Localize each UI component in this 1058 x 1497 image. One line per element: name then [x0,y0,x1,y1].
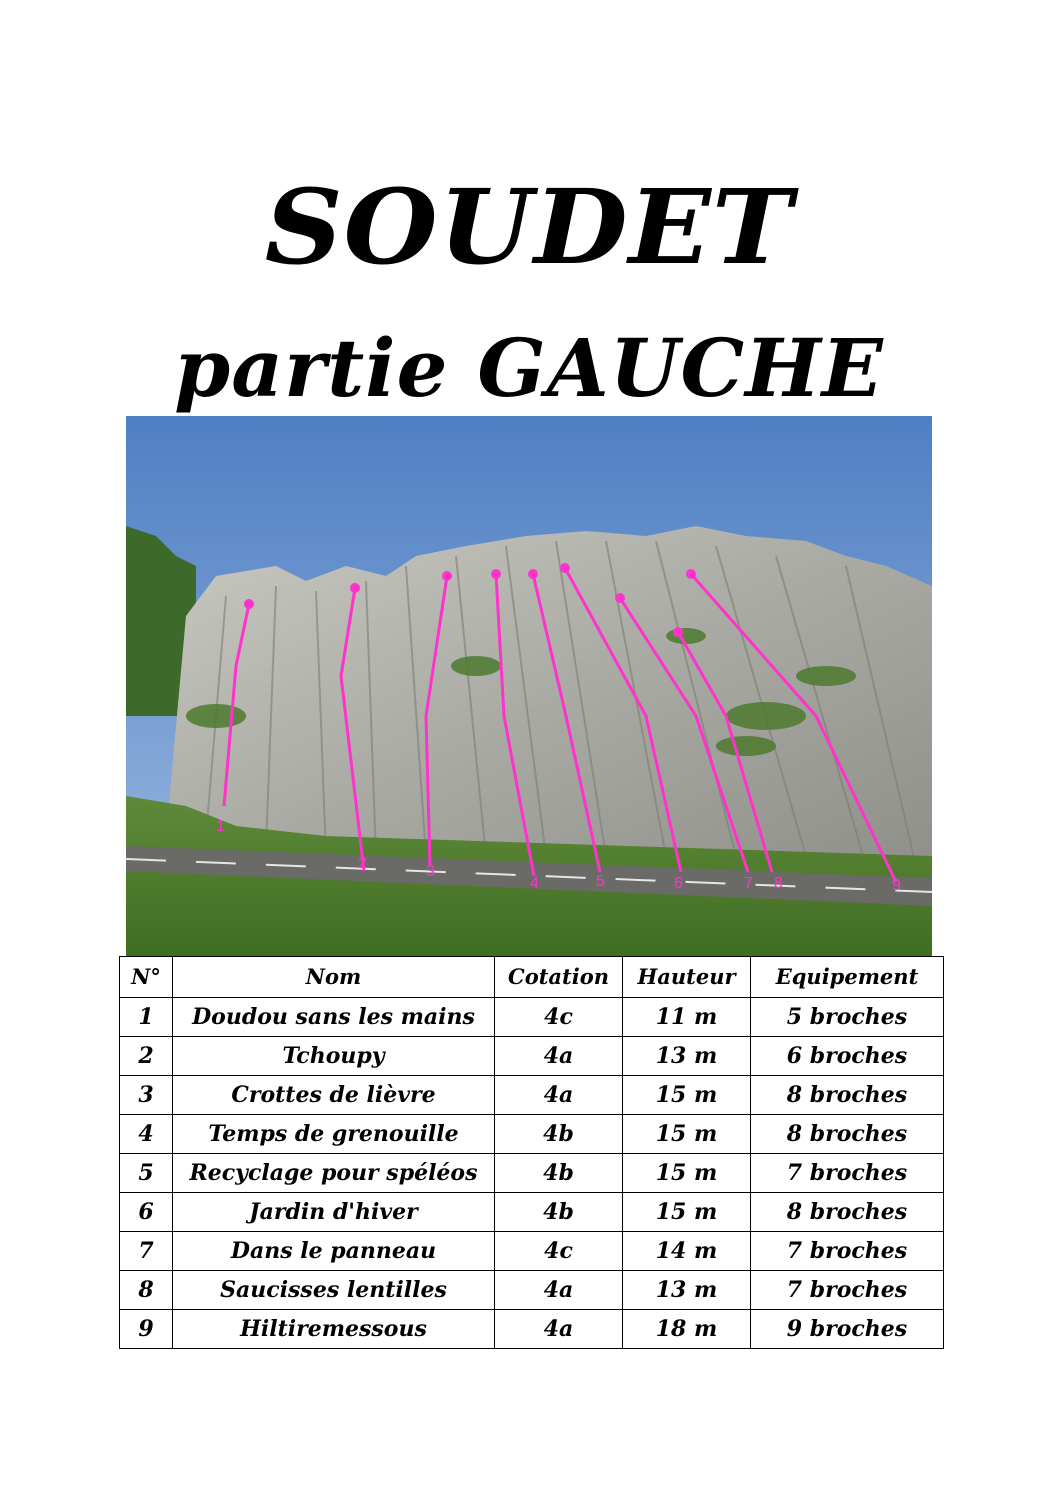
cell-grade: 4b [495,1154,623,1193]
route-label-6: 6 [674,875,683,892]
table-row [120,998,944,1037]
cell-grade: 4c [495,998,623,1037]
table-row [120,1193,944,1232]
cell-number: 7 [120,1232,173,1271]
route-label-4: 4 [530,875,539,892]
page-subtitle: partie GAUCHE [174,321,884,415]
header-name: Nom [173,957,495,998]
cell-equipment: 7 broches [751,1154,944,1193]
cell-grade: 4a [495,1271,623,1310]
cell-name: Tchoupy [173,1037,495,1076]
table-row [120,1232,944,1271]
cell-name: Recyclage pour spéléos [173,1154,495,1193]
header-grade: Cotation [495,957,623,998]
cell-name: Hiltiremessous [173,1310,495,1349]
cell-grade: 4c [495,1232,623,1271]
route-label-7: 7 [744,875,753,892]
table-row [120,1271,944,1310]
cell-grade: 4b [495,1115,623,1154]
route-label-3: 3 [426,863,435,880]
cell-height: 13 m [623,1271,751,1310]
cell-number: 4 [120,1115,173,1154]
header-height: Hauteur [623,957,751,998]
route-label-8: 8 [774,875,783,892]
cell-name: Doudou sans les mains [173,998,495,1037]
cell-name: Dans le panneau [173,1232,495,1271]
header-number: N° [120,957,173,998]
route-label-5: 5 [596,873,605,890]
cell-equipment: 5 broches [751,998,944,1037]
table-row [120,1115,944,1154]
cell-height: 15 m [623,1076,751,1115]
cell-number: 8 [120,1271,173,1310]
cell-name: Crottes de lièvre [173,1076,495,1115]
cell-equipment: 9 broches [751,1310,944,1349]
cell-equipment: 7 broches [751,1271,944,1310]
route-label-2: 2 [358,855,367,872]
table-row [120,1037,944,1076]
cell-number: 1 [120,998,173,1037]
cell-name: Jardin d'hiver [173,1193,495,1232]
cell-equipment: 8 broches [751,1115,944,1154]
cell-height: 15 m [623,1154,751,1193]
route-label-1: 1 [216,818,225,835]
cell-number: 6 [120,1193,173,1232]
cell-grade: 4a [495,1310,623,1349]
page-title: SOUDET [264,168,794,288]
cell-number: 9 [120,1310,173,1349]
cell-height: 13 m [623,1037,751,1076]
cell-height: 14 m [623,1232,751,1271]
cell-grade: 4a [495,1076,623,1115]
cell-name: Temps de grenouille [173,1115,495,1154]
cell-height: 15 m [623,1193,751,1232]
cell-equipment: 7 broches [751,1232,944,1271]
cell-name: Saucisses lentilles [173,1271,495,1310]
table-row [120,1076,944,1115]
header-equipment: Equipement [751,957,944,998]
cell-number: 5 [120,1154,173,1193]
cell-equipment: 8 broches [751,1076,944,1115]
cell-height: 11 m [623,998,751,1037]
cell-height: 15 m [623,1115,751,1154]
table-header-row [120,957,944,998]
cell-grade: 4a [495,1037,623,1076]
cell-number: 2 [120,1037,173,1076]
cell-equipment: 6 broches [751,1037,944,1076]
cell-number: 3 [120,1076,173,1115]
route-label-9: 9 [892,877,901,894]
cell-grade: 4b [495,1193,623,1232]
cell-equipment: 8 broches [751,1193,944,1232]
routes-table [119,956,944,1349]
crag-photo [126,416,932,956]
table-row [120,1154,944,1193]
table-row [120,1310,944,1349]
cell-height: 18 m [623,1310,751,1349]
